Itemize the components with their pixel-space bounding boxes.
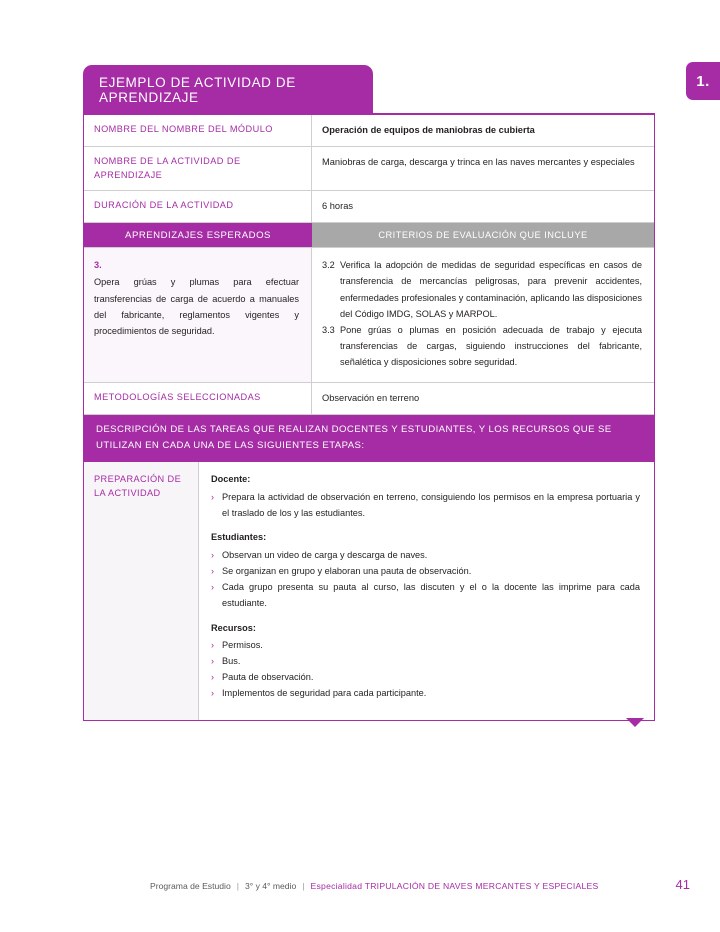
list-item [211, 548, 640, 564]
objectives-criteria-row [84, 248, 654, 383]
row-label-activity-name: NOMBRE DE LA ACTIVIDAD DE APRENDIZAJE [84, 147, 312, 190]
chevron-right-icon: › [211, 640, 214, 651]
preparation-content [199, 462, 654, 720]
group-recursos [211, 621, 640, 702]
group-docente [211, 472, 640, 521]
group-title: Recursos: [211, 622, 256, 633]
footer-program: Programa de Estudio [150, 881, 231, 891]
group-title: Estudiantes: [211, 532, 267, 543]
list-item-text: Cada grupo presenta su pauta al curso, las discuten y el o la docente las imprime para cada estudiante. [222, 581, 640, 608]
preparation-label: PREPARACIÓN DE LA ACTIVIDAD [84, 462, 199, 720]
list-item [211, 686, 640, 702]
section-tab-marker [686, 62, 720, 100]
list-item [211, 638, 640, 654]
criterion-text: Pone grúas o plumas en posición adecuada de trabajo y ejecuta transferencias de cargas, siguiendo instrucciones del fabricante, señalética y disposiciones sobre seguridad. [340, 324, 642, 367]
criterion-item [322, 257, 642, 321]
bullet-list [211, 548, 640, 611]
footer-separator: | [302, 881, 305, 891]
preparation-row [84, 462, 654, 720]
list-item-text: Prepara la actividad de observación en terreno, consiguiendo los permisos en la empresa portuaria y el traslado de los y las estudiantes. [222, 491, 640, 518]
list-item [211, 654, 640, 670]
evaluation-criteria-cell [312, 248, 654, 382]
row-value-methodology: Observación en terreno [322, 393, 420, 403]
criterion-text: Verifica la adopción de medidas de seguridad específicas en casos de transferencia de mercancías peligrosas, para prevenir accidentes, enfermedades profesionales y contaminación, aplicando las disposiciones del Código IMDG, SOLAS y MARPOL. [340, 260, 642, 319]
criterion-number: 3.3 [322, 324, 335, 335]
column-headers [84, 223, 654, 248]
list-item-text: Permisos. [222, 640, 263, 651]
list-item-text: Observan un video de carga y descarga de naves. [222, 550, 428, 561]
table-row [84, 115, 654, 147]
list-item [211, 490, 640, 522]
chevron-right-icon: › [211, 656, 214, 667]
footer-separator: | [236, 881, 239, 891]
table-row [84, 147, 654, 191]
activity-table [83, 113, 655, 721]
row-value-activity-name: Maniobras de carga, descarga y trinca en las naves mercantes y especiales [322, 157, 635, 168]
chevron-right-icon: › [211, 687, 214, 698]
list-item [211, 580, 640, 612]
group-estudiantes [211, 530, 640, 611]
criterion-number: 3.2 [322, 260, 335, 271]
list-item [211, 670, 640, 686]
list-item [211, 564, 640, 580]
card-title: EJEMPLO DE ACTIVIDAD DE APRENDIZAJE [83, 65, 373, 114]
header-evaluation-criteria: CRITERIOS DE EVALUACIÓN QUE INCLUYE [312, 223, 654, 247]
bullet-list [211, 638, 640, 701]
row-label-methodology: METODOLOGÍAS SELECCIONADAS [84, 383, 312, 414]
list-item-text: Pauta de observación. [222, 672, 314, 683]
row-label-module: NOMBRE DEL NOMBRE DEL MÓDULO [84, 115, 312, 146]
activity-card [83, 65, 655, 721]
table-row [84, 383, 654, 415]
row-label-duration: DURACIÓN DE LA ACTIVIDAD [84, 191, 312, 222]
footer-level: 3° y 4° medio [244, 881, 297, 891]
chevron-right-icon: › [211, 550, 214, 561]
criterion-item [322, 322, 642, 370]
triangle-down-icon [626, 718, 644, 727]
chevron-right-icon: › [211, 491, 214, 502]
row-value-module: Operación de equipos de maniobras de cubierta [322, 125, 535, 135]
row-value-duration: 6 horas [322, 201, 354, 212]
header-learning-objectives: APRENDIZAJES ESPERADOS [84, 223, 312, 247]
chevron-right-icon: › [211, 672, 214, 683]
chevron-right-icon: › [211, 566, 214, 577]
learning-objective-cell [84, 248, 312, 382]
group-title: Docente: [211, 473, 251, 484]
page-number: 41 [675, 877, 690, 892]
list-item-text: Se organizan en grupo y elaboran una pauta de observación. [222, 566, 472, 577]
list-item-text: Bus. [222, 656, 241, 667]
table-row [84, 191, 654, 223]
footer-specialty: Especialidad TRIPULACIÓN DE NAVES MERCANTES Y ESPECIALES [310, 881, 599, 891]
section-tab-label: 1. [696, 72, 710, 90]
bullet-list [211, 490, 640, 522]
description-banner: DESCRIPCIÓN DE LAS TAREAS QUE REALIZAN DOCENTES Y ESTUDIANTES, Y LOS RECURSOS QUE SE UTILIZAN EN CADA UNA DE LAS SIGUIENTES ETAPAS: [84, 415, 654, 462]
chevron-right-icon: › [211, 581, 214, 592]
learning-objective-number: 3. [94, 260, 102, 271]
list-item-text: Implementos de seguridad para cada participante. [222, 687, 427, 698]
learning-objective-text: Opera grúas y plumas para efectuar transferencias de carga de acuerdo a manuales del fabricante, reglamentos vigentes y procedimientos de seguridad. [94, 277, 299, 336]
page-footer [150, 877, 690, 892]
